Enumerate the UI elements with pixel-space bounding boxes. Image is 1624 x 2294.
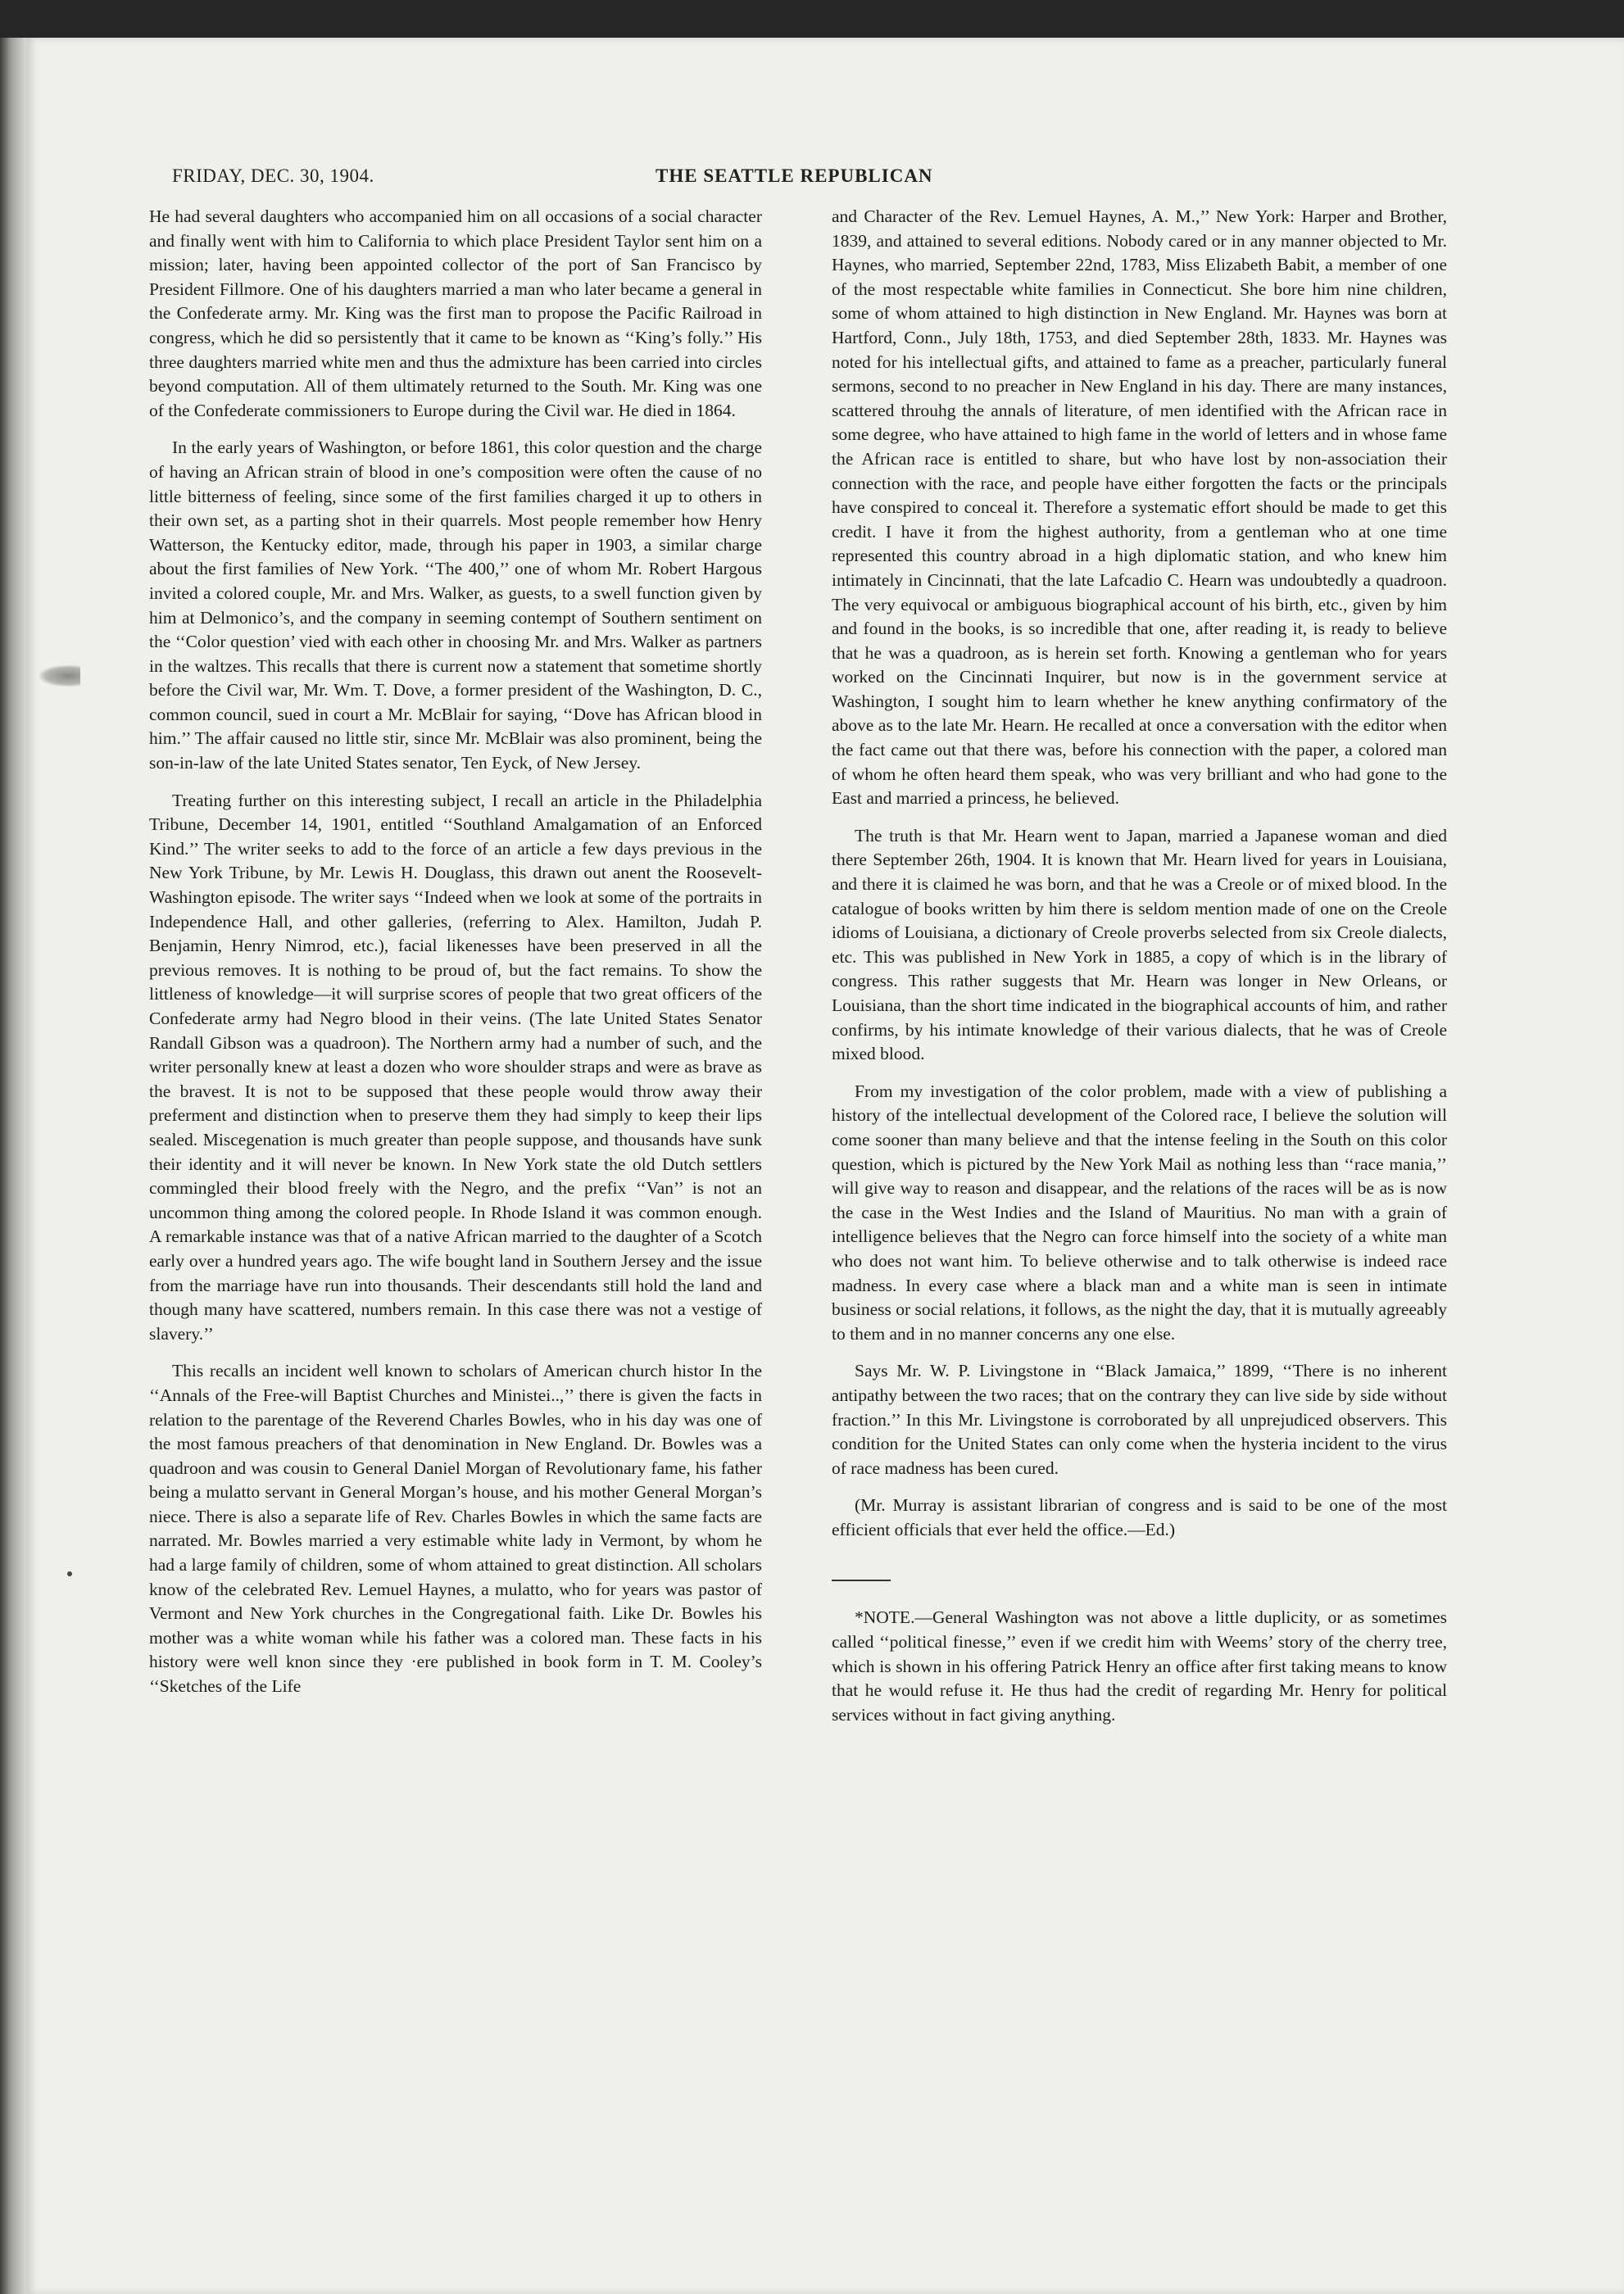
page-dot-mark bbox=[67, 1571, 72, 1576]
issue-date: FRIDAY, DEC. 30, 1904. bbox=[172, 165, 374, 186]
paragraph: Treating further on this interesting subject, I recall an article in the Philadelphia Tribune, December 14, 1901, entitled ‘‘Southland Amalgamation of an Enforced Kind.’’ The writer seeks to add to the force of an article a few days previous in the New York Tribune, by Mr. Lewis H. Douglass, this drawn out anent the Roosevelt-Washington episode. The writer says ‘‘Indeed when we look at some of the portraits in Independence Hall, and other galleries, (referring to Alex. Hamilton, Judah P. Benjamin, Henry Nimrod, etc.), facial likenesses have been preserved in all the previous removes. It is nothing to be proud of, but the fact remains. To show the littleness of knowledge—it will surprise scores of people that two great officers of the Confederate army had Negro blood in their veins. (The late United States Senator Randall Gibson was a quadroon). The Northern army had a number of such, and the writer personally knew at least a dozen who wore shoulder straps and were as brave as the bravest. It is not to be supposed that these people would throw away their preferment and distinction when to preserve them they had simply to keep their lips sealed. Miscegenation is much greater than people suppose, and thousands have sunk their identity and it will never be known. In New York state the old Dutch settlers commingled their blood freely with the Negro, and the prefix ‘‘Van’’ is not an uncommon thing among the colored people. In Rhode Island it was common enough. A remarkable instance was that of a native African married to the daughter of a Scotch early over a hundred years ago. The wife bought land in Southern Jersey and the issue from the marriage have run into thousands. Their descendants still hold the land and though many have scattered, numbers remain. In this case there was not a vestige of slavery.’’ bbox=[149, 790, 762, 1344]
newspaper-title: THE SEATTLE REPUBLICAN bbox=[655, 165, 933, 186]
footnote-divider bbox=[832, 1580, 891, 1581]
paragraph: Says Mr. W. P. Livingstone in ‘‘Black Jamaica,’’ 1899, ‘‘There is no inherent antipathy between the two races; that on the contrary they can live side by side without fraction.’’ In this Mr. Livingstone is corroborated by all unprejudiced observers. This condition for the United States can only come when the hysteria incident to the virus of race madness has been cured. bbox=[832, 1361, 1447, 1478]
left-column bbox=[149, 205, 762, 1712]
page-smudge-mark bbox=[39, 665, 80, 687]
paragraph: The truth is that Mr. Hearn went to Japan, married a Japanese woman and died there September 26th, 1904. It is known that Mr. Hearn lived for years in Louisiana, and there it is claimed he was born, and that he was a Creole or of mixed blood. In the catalogue of books written by him there is seldom mention made of one on the Creole idioms of Louisiana, a dictionary of Creole proverbs selected from six Creole dialects, etc. This was published in New York in 1885, a copy of which is in the library of congress. This rather suggests that Mr. Hearn was longer in New Orleans, or Louisiana, than the short time indicated in the biographical accounts of him, and rather confirms, by his intimate knowledge of their various dialects, that he was of Creole mixed blood. bbox=[832, 825, 1447, 1064]
paragraph: In the early years of Washington, or before 1861, this color question and the charge of having an African strain of blood in one’s composition were often the cause of no little bitterness of feeling, since some of the first families charged it up to others in their own set, as a parting shot in their quarrels. Most people remember how Henry Watterson, the Kentucky editor, made, through his paper in 1903, a similar charge about the first families of New York. ‘‘The 400,’’ one of whom Mr. Robert Hargous invited a colored couple, Mr. and Mrs. Walker, as guests, to a swell function given by him at Delmonico’s, and the company in seeming contempt of Southern sentiment on the ‘‘Color question’ vied with each other in choosing Mr. and Mrs. Walker as partners in the waltzes. This recalls that there is current now a statement that sometime shortly before the Civil war, Mr. Wm. T. Dove, a former president of the Washington, D. C., common council, sued in court a Mr. McBlair for saying, ‘‘Dove has African blood in him.’’ The affair caused no little stir, since Mr. McBlair was also prominent, being the son-in-law of the late United States senator, Ten Eyck, of New Jersey. bbox=[149, 437, 762, 773]
right-column bbox=[832, 205, 1447, 1740]
paragraph: and Character of the Rev. Lemuel Haynes, A. M.,’’ New York: Harper and Brother, 1839, and attained to several editions. Nobody cared or in any manner objected to Mr. Haynes, who married, September 22nd, 1783, Miss Elizabeth Babit, a member of one of the most respectable white families in Connecticut. She bore him nine children, some of whom attained to high distinction in New England. Mr. Haynes was born at Hartford, Conn., July 18th, 1753, and died September 28th, 1833. Mr. Haynes was noted for his intellectual gifts, and attained to fame as a preacher, particularly funeral sermons, second to no preacher in New England in his day. There are many instances, scattered throuhg the annals of literature, of men identified with the African race in some degree, who have attained to high fame in the world of letters and in whose fame the African race is entitled to share, but who have lost by non-association their connection with the race, and people have either forgotten the facts or the principals have conspired to conceal it. Therefore a systematic effort should be made to get this credit. I have it from the highest authority, from a gentleman who at one time represented this country abroad in a high diplomatic station, and who knew him intimately in Cincinnati, that the late Lafcadio C. Hearn was undoubtedly a quadroon. The very equivocal or ambiguous biographical account of his birth, etc., given by him and found in the books, is so incredible that one, after reading it, is ready to believe that he was a quadroon, as is herein set forth. Knowing a gentleman who for years worked on the Cincinnati Inquirer, but now is in the government service at Washington, I sought him to learn whether he knew anything confirmatory of the above as to the late Mr. Hearn. He recalled at once a conversation with the editor when the fact came out that there was, before his connection with the paper, a colored man of whom he often heard them speak, who was very brilliant and who had gone to the East and married a princess, he believed. bbox=[832, 206, 1447, 809]
paragraph: He had several daughters who accompanied him on all occasions of a social character and finally went with him to California to which place President Taylor sent him on a mission; later, having been appointed collector of the port of San Francisco by President Fillmore. One of his daughters married a man who later became a general in the Confederate army. Mr. King was the first man to propose the Pacific Railroad in congress, which he did so persistently that it came to be known as ‘‘King’s folly.’’ His three daughters married white men and thus the admixture has been carried into circles beyond computation. All of them ultimately returned to the South. Mr. King was one of the Confederate commissioners to Europe during the Civil war. He died in 1864. bbox=[149, 206, 762, 420]
paragraph: This recalls an incident well known to scholars of American church histor In the ‘‘Annals of the Free-will Baptist Churches and Ministei..,’’ there is given the facts in relation to the parentage of the Reverend Charles Bowles, who in his day was one of the most famous preachers of that denomination in New England. Dr. Bowles was a quadroon and was cousin to General Daniel Morgan of Revolutionary fame, his father being a mulatto servant in General Morgan’s house, and his mother General Morgan’s niece. There is also a separate life of Rev. Charles Bowles in which the same facts are narrated. Mr. Bowles married a very estimable white lady in Vermont, by whom he had a large family of children, some of whom attained to great distinction. All scholars know of the celebrated Rev. Lemuel Haynes, a mulatto, who for years was pastor of Vermont and New York churches in the Congregational faith. Like Dr. Bowles his mother was a white woman while his father was a colored man. These facts in his history were well knon since they ·ere published in book form in T. M. Cooley’s ‘‘Sketches of the Life bbox=[149, 1361, 762, 1697]
scan-binding-edge bbox=[0, 38, 26, 2294]
scan-top-border bbox=[0, 0, 1624, 38]
paragraph: From my investigation of the color problem, made with a view of publishing a history of the intellectual development of the Colored race, I believe the solution will come sooner than many believe and that the intense feeling in the South on this color question, which is pictured by the New York Mail as nothing less than ‘‘race mania,’’ will give way to reason and disappear, and the relations of the races will be as is now the case in the West Indies and the Island of Mauritius. No man with a grain of intelligence believes that the Negro can force himself into the society of a white man who does not want him. To believe otherwise and to talk otherwise is indeed race madness. In every case where a black man and a white man is seen in intimate business or social relations, it follows, as the night the day, that it is mutually agreeably to them and in no manner concerns any one else. bbox=[832, 1081, 1447, 1344]
page-header bbox=[172, 165, 1450, 190]
editor-note: (Mr. Murray is assistant librarian of congress and is said to be one of the most efficient officials that ever held the office.—Ed.) bbox=[832, 1495, 1447, 1539]
footnote: *NOTE.—General Washington was not above a little duplicity, or as sometimes called ‘‘political finesse,’’ even if we credit him with Weems’ story of the cherry tree, which is shown in his offering Patrick Henry an office after first taking means to know that he would refuse it. He thus had the credit of regarding Mr. Henry for political services without in fact giving anything. bbox=[832, 1607, 1447, 1725]
